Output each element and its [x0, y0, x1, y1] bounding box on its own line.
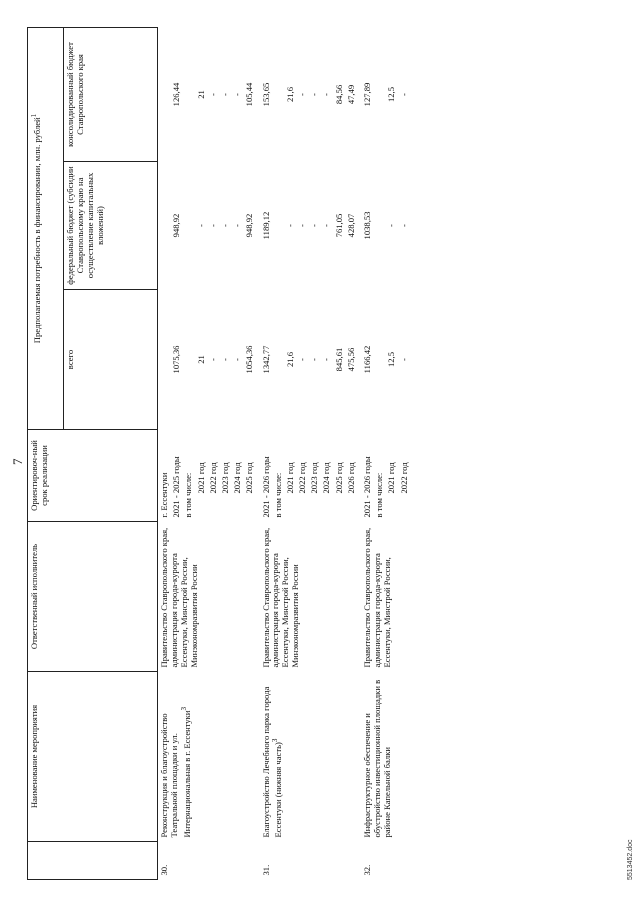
row-name — [260, 672, 362, 842]
row-executor: Правительство Ставропольского края, администрация города-курорта Ессентуки, Минстрой России, Минэкономразвития России — [159, 527, 199, 668]
regional-value: 127,89 — [362, 82, 372, 107]
row-name-text: Благоустройство Лечебного парка города Ессентуки (нижняя часть) — [260, 686, 284, 838]
period-incl: в том числе: — [272, 472, 283, 518]
regional-value: 126,44 — [171, 82, 182, 107]
regional-value: - — [321, 93, 332, 96]
federal-value: - — [284, 224, 295, 227]
period-year: 2021 год — [284, 462, 295, 494]
period-year: 2022 год — [207, 462, 218, 494]
total-value: 21,6 — [284, 351, 295, 368]
regional-value: - — [207, 93, 218, 96]
need-group-footnote: 1 — [30, 113, 38, 118]
total-value: 475,56 — [345, 347, 356, 372]
col-regional-header: консолидированный бюджет Ставропольского края — [64, 28, 158, 162]
total-value: 1054,36 — [244, 345, 255, 374]
total-value: 1075,36 — [171, 345, 182, 374]
row-regional — [158, 28, 260, 162]
col-need-group-header — [28, 28, 64, 430]
row-federal — [158, 162, 260, 290]
row-name-text: Реконструкция и благоустройство Театральной площадки и ул. Интернациональная в г. Ессентуки — [159, 710, 192, 838]
need-group-label: Предполагаемая потребность в финансировании, млн. рублей — [31, 117, 42, 344]
row-total — [158, 290, 260, 430]
table-row — [260, 28, 362, 880]
federal-value: - — [195, 224, 206, 227]
total-value: - — [321, 358, 332, 361]
table-row — [361, 28, 414, 880]
federal-value: - — [207, 224, 218, 227]
row-federal — [361, 162, 414, 290]
total-value: - — [398, 358, 409, 361]
period-main: 2021 - 2025 годы — [171, 456, 182, 518]
period-year: 2021 год — [386, 462, 397, 494]
period-year: 2026 год — [345, 462, 356, 494]
row-total — [260, 290, 362, 430]
total-value: 845,61 — [333, 347, 344, 372]
period-incl: в том числе: — [183, 472, 194, 518]
federal-value: 948,92 — [171, 213, 182, 238]
row-name: Инфраструктурное обеспечение и обустройство инвестиционной площадки в районе Капельной балки — [362, 679, 392, 838]
regional-value: - — [219, 93, 230, 96]
total-value: - — [232, 358, 243, 361]
col-period-header: Ориентировоч-ный срок реализации — [28, 430, 158, 522]
row-period — [260, 430, 362, 522]
table-row — [158, 28, 260, 880]
col-federal-header: федеральный бюджет (субсидии Ставропольскому краю на осуществление капитальных вложений) — [64, 162, 158, 290]
period-pre: г. Ессентуки — [159, 472, 169, 518]
federal-value: - — [309, 224, 320, 227]
row-number: 32. — [362, 864, 372, 876]
total-value: - — [309, 358, 320, 361]
header-row-1 — [28, 28, 64, 880]
period-year: 2024 год — [232, 462, 243, 494]
federal-value: - — [321, 224, 332, 227]
regional-value: 84,56 — [333, 84, 344, 105]
period-year: 2022 год — [297, 462, 308, 494]
period-year: 2023 год — [309, 462, 320, 494]
row-total — [361, 290, 414, 430]
federal-value: 1038,53 — [362, 211, 372, 240]
period-main: 2021 - 2026 годы — [260, 456, 271, 518]
period-main: 2021 - 2026 годы — [362, 456, 372, 518]
total-value: 21 — [195, 355, 206, 364]
regional-value: 153,65 — [260, 82, 271, 107]
row-name-footnote: 3 — [179, 706, 188, 711]
row-name-footnote: 3 — [271, 738, 280, 743]
row-executor: Правительство Ставропольского края, администрация города-курорта Ессентуки, Минстрой России, Минэкономразвития России — [260, 527, 301, 668]
federal-value: 1189,12 — [260, 211, 271, 240]
period-year: 2025 год — [333, 462, 344, 494]
row-regional — [361, 28, 414, 162]
row-federal — [260, 162, 362, 290]
period-year: 2022 год — [398, 462, 409, 494]
col-num-header — [28, 842, 158, 880]
regional-value: 12,5 — [386, 86, 397, 103]
col-executor-header: Ответственный исполнитель — [28, 522, 158, 672]
period-year: 2024 год — [321, 462, 332, 494]
period-year: 2023 год — [219, 462, 230, 494]
row-regional — [260, 28, 362, 162]
regional-value: 21,6 — [284, 86, 295, 103]
period-incl: в том числе: — [374, 472, 385, 518]
regional-value: 21 — [195, 90, 206, 99]
col-total-header: всего — [64, 290, 158, 430]
total-value: - — [297, 358, 308, 361]
file-name-footer: 5513452.doc — [627, 839, 634, 880]
row-period — [361, 430, 414, 522]
total-value: - — [207, 358, 218, 361]
financing-table — [27, 27, 414, 880]
federal-value: 761,05 — [333, 213, 344, 238]
regional-value: - — [232, 93, 243, 96]
page-number: 7 — [10, 458, 25, 465]
total-value: 12,5 — [386, 351, 397, 368]
row-name — [158, 672, 260, 842]
period-year: 2025 год — [244, 462, 255, 494]
federal-value: - — [232, 224, 243, 227]
regional-value: - — [398, 93, 409, 96]
regional-value: 47,49 — [345, 84, 356, 105]
federal-value: 948,92 — [244, 213, 255, 238]
row-number: 30. — [159, 864, 169, 876]
total-value: 1342,77 — [260, 345, 271, 374]
regional-value: 105,44 — [244, 82, 255, 107]
federal-value: 428,07 — [345, 213, 356, 238]
federal-value: - — [386, 224, 397, 227]
federal-value: - — [219, 224, 230, 227]
period-year: 2021 год — [195, 462, 206, 494]
row-number: 31. — [260, 864, 271, 876]
total-value: 1166,42 — [362, 345, 372, 374]
federal-value: - — [297, 224, 308, 227]
regional-value: - — [309, 93, 320, 96]
row-period — [158, 430, 260, 522]
regional-value: - — [297, 93, 308, 96]
federal-value: - — [398, 224, 409, 227]
row-executor: Правительство Ставропольского края, администрация города-курорта Ессентуки, Минстрой России, — [362, 527, 392, 668]
total-value: - — [219, 358, 230, 361]
col-name-header: Наименование мероприятия — [28, 672, 158, 842]
